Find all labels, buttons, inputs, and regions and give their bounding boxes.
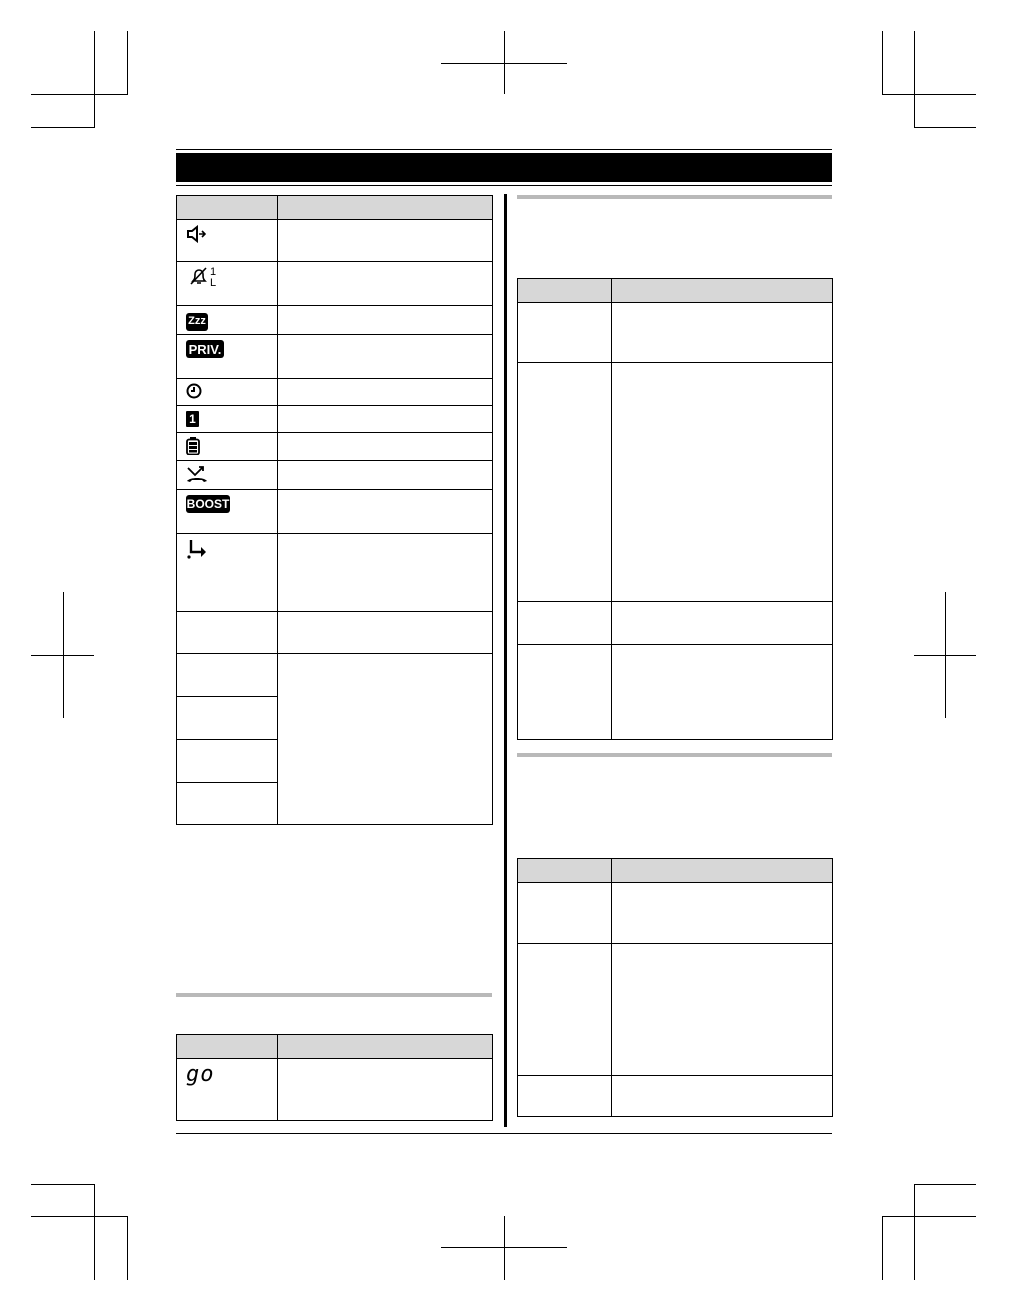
table-row [177, 406, 493, 433]
speaker-icon [186, 225, 206, 243]
table-row [177, 433, 493, 461]
table-row [177, 306, 493, 335]
right-table-1-header [518, 279, 833, 303]
privacy-icon: PRIV. [186, 340, 224, 358]
battery-icon [186, 437, 200, 455]
table-row [518, 363, 833, 602]
table-row [177, 262, 493, 306]
number-one-icon: 1 [186, 411, 199, 427]
segment-display-icon: go [186, 1062, 215, 1087]
table-row [177, 490, 493, 534]
footer-rule [176, 1133, 832, 1134]
right-table-1 [517, 278, 833, 740]
ringer-off-line1-icon: 1 L [189, 267, 216, 289]
section-rule [517, 195, 832, 199]
table-row [177, 654, 493, 697]
clock-icon [186, 383, 202, 399]
boost-icon: BOOST [186, 497, 230, 511]
table-row [177, 335, 493, 379]
call-forward-icon [186, 539, 210, 561]
table-row [177, 612, 493, 654]
table-row [518, 303, 833, 363]
table-row [177, 220, 493, 262]
icon-table-header [177, 196, 493, 220]
right-table-2-header [518, 859, 833, 883]
missed-call-icon [186, 465, 208, 483]
column-divider [504, 194, 507, 1127]
table-row [518, 944, 833, 1076]
table-row [177, 461, 493, 490]
header-top-rule [176, 149, 832, 150]
display-table [176, 1034, 493, 1121]
table-row [518, 883, 833, 944]
table-row [518, 645, 833, 740]
right-table-2 [517, 858, 833, 1117]
table-row [518, 1076, 833, 1117]
header-bottom-rule [176, 185, 832, 186]
header-bar [176, 153, 832, 182]
table-row [177, 379, 493, 406]
section-rule [176, 993, 492, 997]
table-row [518, 602, 833, 645]
sleep-zzz-icon: Zzz [186, 313, 208, 331]
display-table-header [177, 1035, 493, 1059]
table-row [177, 534, 493, 612]
table-row [177, 1059, 493, 1121]
section-rule [517, 753, 832, 757]
icon-table [176, 195, 493, 825]
